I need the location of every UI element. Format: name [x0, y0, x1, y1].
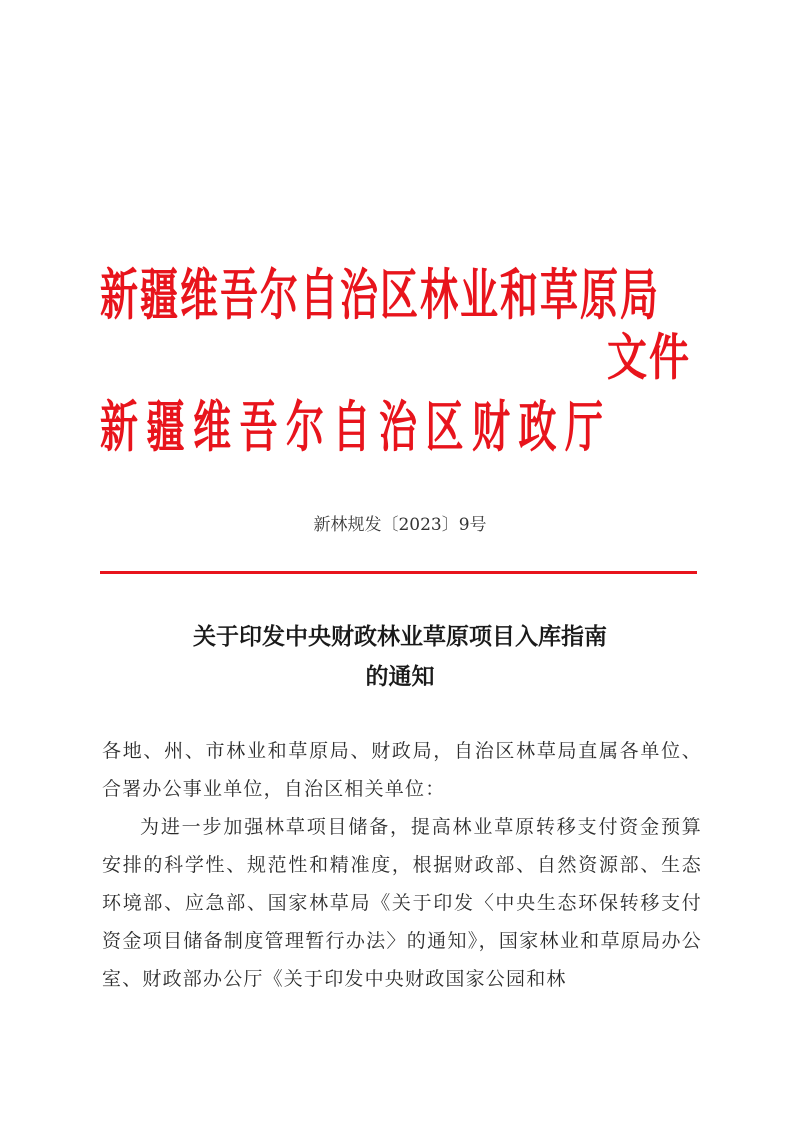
issuer-forestry-bureau: 新疆维吾尔自治区林业和草原局 — [100, 263, 661, 327]
issuer-finance-department: 新疆维吾尔自治区财政厅 — [100, 395, 612, 459]
document-title — [0, 617, 800, 697]
document-label: 文件 — [607, 329, 691, 387]
red-divider — [100, 571, 697, 574]
title-line-2: 的通知 — [365, 663, 435, 690]
document-number: 新林规发〔2023〕9号 — [313, 515, 487, 535]
title-line-1: 关于印发中央财政林业草原项目入库指南 — [193, 623, 607, 650]
addressees: 各地、州、市林业和草原局、财政局，自治区林草局直属各单位、合署办公事业单位，自治区相关单位： — [102, 740, 702, 800]
document-body — [102, 732, 702, 998]
body-paragraph: 为进一步加强林草项目储备，提高林业草原转移支付资金预算安排的科学性、规范性和精准度，根据财政部、自然资源部、生态环境部、应急部、国家林草局《关于印发〈中央生态环保转移支付资金项目储备制度管理暂行办法〉的通知》，国家林业和草原局办公室、财政部办公厅《关于印发中央财政国家公园和林 — [102, 816, 702, 990]
